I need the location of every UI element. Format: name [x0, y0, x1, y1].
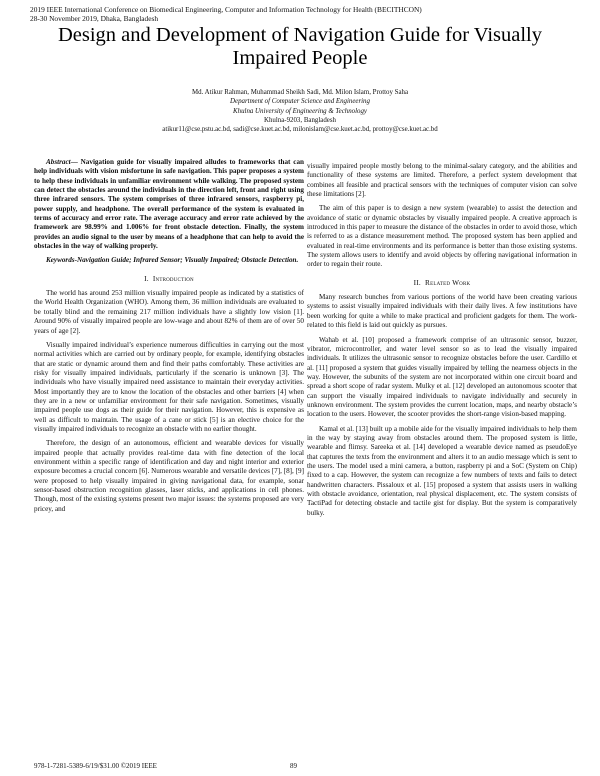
section-heading-introduction: I. Introduction: [144, 273, 194, 283]
paper-title: Design and Development of Navigation Guide for Visually Impaired People: [57, 24, 543, 69]
author-address: Khulna-9203, Bangladesh: [264, 116, 336, 124]
paragraph: Kamal et al. [13] built up a mobile aide for the visually impaired individuals to help them in the way by staying away from obstacles around them. The proposed system is little, wearable and flimsy. Sareeka et al. [14] developed a wearable device named as pseudoEye that captures the texts from the environment and alters it to an audio message which is sent to the users. The model used a mini camera, a button, raspberry pi and a SoC (System on Chip) fixed to a cap. However, the system can recognize a few numbers of texts and fails to detect handwritten characters. Pissaloux et al. [15] proposed a system that assists users in walking with obstacle avoidance, orientation, real physical displacement, etc. The system consists of TactiPad for detecting obstacle and tactile gist for display. But the system is comparatively bulky.: [307, 424, 577, 517]
keywords: Keywords-Navigation Guide; Infrared Sensor; Visually Impaired; Obstacle Detection.: [46, 256, 299, 265]
conference-header: [30, 5, 530, 23]
author-university: Khulna University of Engineering & Technology: [233, 107, 367, 115]
abstract-text: — Navigation guide for visually impaired alludes to frameworks that can help individuals with vision misfortune in safe navigation. This paper proposes a system to help these individuals in unfamiliar environment while walking. The proposed system can detect the obstacles around the individuals in the direction left, front and right using three infrared sensors. The system comprises of three infrared sensors, raspberry pi, power supply, and headphone. The overall performance of the system is evaluated in terms of accuracy and error rate. The average accuracy and error rate achieved by the framework are 98.99% and 1.006% for front obstacle detection. Finally, the system provides an audio signal to the user by means of a headphone that can help to avoid the obstacles in the way of walking properly.: [34, 158, 304, 251]
conference-date-place: 28-30 November 2019, Dhaka, Bangladesh: [30, 14, 159, 23]
conference-name: 2019 IEEE International Conference on Biomedical Engineering, Computer and Information Technology for Health (BECITHCON): [30, 5, 422, 14]
author-names: Md. Atikur Rahman, Muhammad Sheikh Sadi, Md. Milon Islam, Prottoy Saha: [191, 89, 409, 96]
author-block: [40, 88, 560, 134]
author-department: Department of Computer Science and Engineering: [230, 98, 370, 106]
paragraph: Visually impaired individual’s experience numerous difficulties in carrying out the most normal activities which are carried out by ordinary people, for example, identifying obstacles that are static or dynamic around them and find their paths comfortably. These activities are risky for visually impaired individuals, particularly if the scenario is unknown [3]. The individuals who have visually impaired need assistance to maintain their everyday activities. Most importantly they are to know the location of the obstacles and other barriers [4] when they are in a new or unfamiliar environment for their safe navigation. Sometimes, visually impaired people use dogs as their guide for their navigation. However, this is expensive as well as difficult to maintain. The usage of a cane or stick [5] is an elective choice for the visually impaired individuals to recognize an obstacle with no earlier thought.: [34, 340, 304, 433]
abstract: [34, 158, 304, 251]
paragraph: visually impaired people mostly belong to the minimal-salary category, and the abilities and functionality of these systems are limited. Therefore, a perfect system development that combines all feasible and practical sensors with the techniques of computer vision can solve these limitations [2].: [307, 162, 577, 199]
paragraph: Therefore, the design of an autonomous, efficient and wearable devices for visually impaired people that actually provides real-time data with fine detection of the local environment within a specific range of identification and day and night interior and exterior exposure becomes a crucial concern [6]. Numerous wearable and versatile devices [7], [8], [9] were proposed to help visually impaired in giving navigational data, for example, sonar sensor-based obstruction recognition glasses, laser sticks, and applications in cell phones. Though, most of the existing systems present two major issues: the systems proposed are very pricey, and: [34, 439, 304, 513]
section-heading-related-work: II. Related Work: [413, 277, 471, 287]
paragraph: Wahab et al. [10] proposed a framework comprise of an ultrasonic sensor, buzzer, vibrator, microcontroller, and water level sensor so as to lead the visually impaired individuals. It utilizes the ultrasonic sensor to recognize obstacles before the user. Cardillo et al. [11] proposed a system that guides visually impaired by telling the nearness objects in the way. However, the subunits of the system are not incorporated within one circuit board and spread a short scope of radar system. Mulky et al. [12] developed an autonomous scooter that can support the visually impaired individuals to navigate individually and securely in unknown environment. The system provides the current location, maps, and nearby obstacle’s location to the users. However, the scooter provides the short-range vision-based mapping.: [307, 335, 577, 419]
paragraph: Many research bunches from various portions of the world have been creating various systems to assist visually impaired individuals with their daily lives. A few institutions have been working for quite a while to make practical and proficient gadgets for them. The work-related to this field is laid out quickly as pursues.: [307, 293, 577, 330]
paragraph: The world has around 253 million visually impaired people as indicated by a statistics of the World Health Organization (WHO). Among them, 36 million individuals are evaluated to be totally blind and the remaining 217 million individuals have a slightly low vision [1]. Around 90% of visually impaired people are low-wage and about 82% of them are of over 50 years of age [2].: [34, 289, 304, 335]
abstract-label: Abstract: [46, 158, 71, 166]
right-column: [307, 162, 577, 518]
left-column: [34, 158, 304, 514]
author-emails: atikur11@cse.pstu.ac.bd, sadi@cse.kuet.ac.bd, milonislam@cse.kuet.ac.bd, prottoy@cse.kuet.ac.bd: [162, 126, 438, 134]
footer-isbn: 978-1-7281-5389-6/19/$31.00 ©2019 IEEE: [34, 762, 157, 770]
page-number: 89: [290, 762, 297, 770]
paragraph: The aim of this paper is to design a new system (wearable) to assist the detection and avoidance of static or dynamic obstacles by visually impaired people. A creative approach is introduced in this paper to measure the distance of the obstacles in order to avoid those, which is referred to as a distance measurement method. The proposed system has been applied and evaluated in real-time environments and its performance is better than those existing systems. The system allows users to identify and avoid objects by offering navigational information in order to regain their route.: [307, 204, 577, 269]
